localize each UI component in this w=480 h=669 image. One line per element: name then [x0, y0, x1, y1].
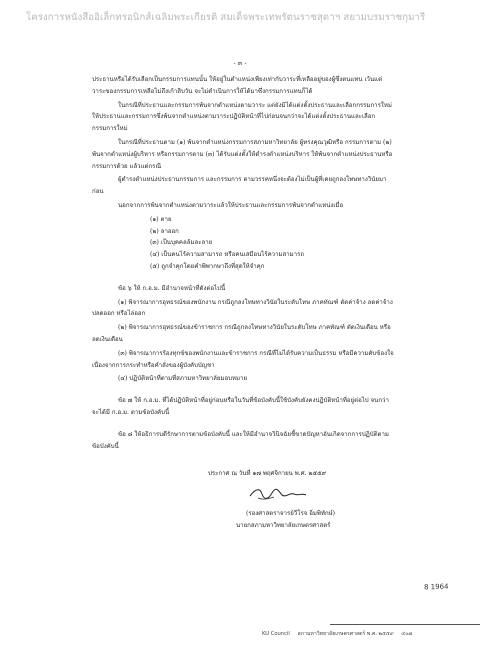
- document-body: [92, 74, 394, 454]
- footer-divider: [330, 624, 480, 625]
- clause-6-heading: ข้อ ๖ ให้ ก.อ.ม. มีอำนาจหน้าที่ดังต่อไปนี้: [118, 284, 226, 292]
- clause-6-item-3: (๓) พิจารณาการร้องทุกข์ของพนักงานและข้าราชการ กรณีที่ไม่ได้รับความเป็นธรรม หรือมีความคับข้องใจเนื่องจากการกระทำหรือคำสั่งของผู้บังคับบัญชา: [92, 349, 394, 369]
- list-item: (๓) เป็นบุคคลล้มละลาย: [150, 239, 213, 247]
- clause-6-item-4: (๔) ปฏิบัติหน้าที่ตามที่สภามหาวิทยาลัยมอบหมาย: [118, 375, 248, 383]
- handwritten-signature: [248, 484, 308, 504]
- watermark-header: โครงการหนังสืออิเล็กทรอนิกส์เฉลิมพระเกียรติ สมเด็จพระเทพรัตนราชสุดาฯ สยามบรมราชกุมารี: [26, 12, 426, 23]
- date-line: ประกาศ ณ วันที่ ๑๗ พฤศจิกายน พ.ศ. ๒๕๕๙: [208, 470, 327, 477]
- handwritten-note: 8 1964: [423, 582, 449, 592]
- clause-7: ข้อ ๗ ให้ ก.อ.ม. ที่ได้ปฏิบัติหน้าที่อยู่ก่อนหรือในวันที่ข้อบังคับนี้ใช้บังคับยังคงปฏิบัติหน้าที่อยู่ต่อไป จนกว่าจะได้มี ก.อ.ม. ตามข้อบังคับนี้: [92, 397, 389, 416]
- footer-council: KU Council: [262, 631, 290, 637]
- paragraph-term-expiry: ในกรณีที่ประธานและกรรมการพ้นจากตำแหน่งตามวาระ แต่ยังมิได้แต่งตั้งประธานและเลือกกรรมการใหม่ ให้ประธานและกรรมการซึ่งพ้นจากตำแหน่งตามวาระปฏิบัติหน้าที่ไปก่อนจนกว่าจะได้แต่งตั้งประธานและเลือกกรรมการใหม่: [92, 101, 392, 133]
- clause-6-item-1: (๑) พิจารณาการอุทธรณ์ของพนักงาน กรณีถูกลงโทษทางวินัยในระดับโทษ ภาคทัณฑ์ ตัดค่าจ้าง ลดค่าจ้าง ปลดออก หรือไล่ออก: [92, 298, 393, 318]
- footer-page: ๔๐๗: [401, 631, 413, 637]
- page-number: - ๓ -: [233, 59, 247, 67]
- paragraph-position-change: ในกรณีที่ประธานตาม (๑) พ้นจากตำแหน่งกรรมการสภามหาวิทยาลัย ผู้ทรงคุณวุฒิหรือ กรรมการตาม (๒) พ้นจากตำแหน่งผู้บริหาร หรือกรรมการตาม (๓) ได้รับแต่งตั้งให้ดำรงตำแหน่งบริหาร ให้พ้นจากตำแหน่งประธานหรือกรรมการด้วย แล้วแต่กรณี: [92, 138, 393, 170]
- footer-source: สภามหาวิทยาลัยเกษตรศาสตร์ พ.ศ. ๒๕๕๙: [297, 631, 394, 637]
- list-item: (๑) ตาย: [150, 215, 172, 223]
- paragraph-qualification: ผู้ดำรงตำแหน่งประธานกรรมการ และกรรมการ ตามวรรคหนึ่งจะต้องไม่เป็นผู้ที่เคยถูกลงโทษทางวินัยมาก่อน: [92, 176, 387, 196]
- list-item: (๒) ลาออก: [150, 227, 179, 235]
- clause-6-item-2: (๒) พิจารณาการอุทธรณ์ของข้าราชการ กรณีถูกลงโทษทางวินัยในระดับโทษ ภาคทัณฑ์ ตัดเงินเดือน หรือลดเงินเดือน: [92, 324, 391, 343]
- list-item: (๕) ถูกจำคุกโดยคำพิพากษาถึงที่สุดให้จำคุก: [150, 262, 265, 270]
- list-item: (๔) เป็นคนไร้ความสามารถ หรือคนเสมือนไร้ความสามารถ: [150, 251, 305, 259]
- signatory-title: นายกสภามหาวิทยาลัยเกษตรศาสตร์: [236, 522, 331, 529]
- page-footer: [262, 630, 472, 638]
- announcement-date: [200, 468, 420, 480]
- termination-list: [92, 214, 394, 273]
- signatory-name: (รองศาสตราจารย์วีโรจ อิ่มพิทักษ์): [246, 510, 336, 517]
- paragraph-vacancy-term: ประธานหรือได้รับเลือกเป็นกรรมการแทนนั้น ให้อยู่ในตำแหน่งเพียงเท่ากับวาระที่เหลืออยู่ของผู้ซึ่งตนแทน เว้นแต่วาระของกรรมการเหลือไม่ถึงเก้าสิบวัน จะไม่ดำเนินการให้ได้มาซึ่งกรรมการแทนก็ได้: [92, 76, 383, 95]
- paragraph-termination-intro: นอกจากการพ้นจากตำแหน่งตามวาระแล้วให้ประธานและกรรมการพ้นจากตำแหน่งเมื่อ: [118, 201, 344, 209]
- clause-8: ข้อ ๘ ให้อธิการบดีรักษาการตามข้อบังคับนี้ และให้มีอำนาจวินิจฉัยชี้ขาดปัญหาอันเกิดจากการปฏิบัติตามข้อบังคับนี้: [92, 430, 389, 450]
